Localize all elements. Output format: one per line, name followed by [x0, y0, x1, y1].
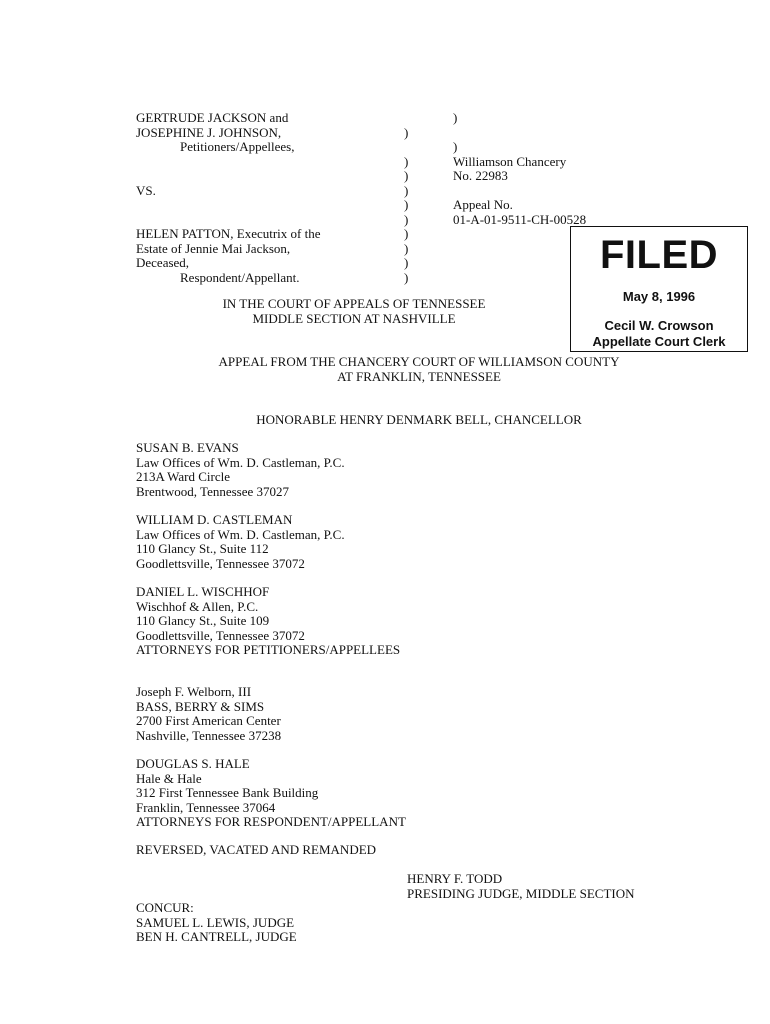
- clerk-name: Cecil W. Crowson: [604, 318, 714, 333]
- paren-mark: ): [404, 211, 409, 227]
- paren-mark: [404, 111, 414, 126]
- party-line: [136, 155, 321, 170]
- attorney-name: DANIEL L. WISCHHOF: [136, 584, 270, 599]
- presiding-judge-name: HENRY F. TODD: [407, 871, 503, 886]
- lower-court-number: No. 22983: [453, 168, 508, 183]
- paren-mark: ): [453, 110, 458, 125]
- party-line: GERTRUDE JACKSON and: [136, 110, 289, 125]
- concurring-judge: BEN H. CANTRELL, JUDGE: [136, 929, 297, 944]
- paren-mark: ): [404, 153, 409, 169]
- paren-mark: ): [404, 197, 409, 212]
- concur-block: [136, 901, 297, 945]
- paren-mark: ): [404, 124, 409, 140]
- attorney-firm: Law Offices of Wm. D. Castleman, P.C.: [136, 526, 345, 542]
- attorney-block: [136, 441, 345, 499]
- appeal-location: AT FRANKLIN, TENNESSEE: [337, 369, 501, 384]
- disposition: REVERSED, VACATED AND REMANDED: [136, 842, 377, 857]
- presiding-judge: [407, 872, 635, 901]
- attorney-block: [136, 585, 400, 658]
- party-line: JOSEPHINE J. JOHNSON,: [136, 124, 282, 140]
- party-line: [136, 213, 321, 228]
- paren-mark: ): [404, 226, 409, 241]
- paren-mark: ): [404, 255, 409, 270]
- case-line: [453, 184, 586, 199]
- appeal-label: Appeal No.: [453, 197, 513, 212]
- attorney-address: 312 First Tennessee Bank Building: [136, 785, 319, 800]
- filed-word: FILED: [599, 233, 719, 277]
- attorney-firm: Hale & Hale: [136, 770, 202, 786]
- party-line: Deceased,: [136, 255, 190, 270]
- concurring-judge: SAMUEL L. LEWIS, JUDGE: [136, 914, 295, 930]
- attorney-block: [136, 757, 406, 830]
- attorney-city: Nashville, Tennessee 37238: [136, 727, 282, 743]
- attorney-block: [136, 513, 345, 571]
- attorney-city: Franklin, Tennessee 37064: [136, 799, 276, 815]
- versus-label: VS.: [136, 182, 156, 198]
- attorney-firm: BASS, BERRY & SIMS: [136, 698, 265, 714]
- case-line: [453, 126, 586, 141]
- attorney-address: 110 Glancy St., Suite 109: [136, 613, 270, 628]
- appeal-from: APPEAL FROM THE CHANCERY COURT OF WILLIAMSON COUNTY: [218, 354, 620, 369]
- paren-mark: ): [404, 182, 409, 198]
- attorney-city: Goodlettsville, Tennessee 37072: [136, 627, 305, 643]
- attorney-address: 213A Ward Circle: [136, 469, 231, 484]
- case-numbers: [453, 111, 586, 227]
- paren-mark: [404, 140, 414, 155]
- party-role: Respondent/Appellant.: [180, 269, 300, 285]
- clerk-title: Appellate Court Clerk: [592, 334, 726, 349]
- concur-label: CONCUR:: [136, 900, 194, 915]
- paren-mark: ): [453, 139, 458, 154]
- attorney-name: DOUGLAS S. HALE: [136, 756, 250, 771]
- party-line: Estate of Jennie Mai Jackson,: [136, 240, 291, 256]
- paren-mark: ): [404, 168, 409, 183]
- attorney-role: ATTORNEYS FOR RESPONDENT/APPELLANT: [136, 814, 406, 829]
- attorney-role: ATTORNEYS FOR PETITIONERS/APPELLEES: [136, 642, 401, 657]
- appeal-number: 01-A-01-9511-CH-00528: [453, 211, 587, 227]
- party-role: Petitioners/Appellees,: [180, 139, 295, 154]
- clerk-block: [571, 318, 747, 350]
- attorney-firm: Law Offices of Wm. D. Castleman, P.C.: [136, 454, 345, 470]
- attorney-city: Brentwood, Tennessee 37027: [136, 483, 290, 499]
- court-name: IN THE COURT OF APPEALS OF TENNESSEE: [222, 296, 486, 311]
- lower-court: Williamson Chancery: [453, 153, 567, 169]
- paren-mark: ): [404, 269, 409, 285]
- caption-parties: [136, 111, 321, 285]
- attorney-name: SUSAN B. EVANS: [136, 440, 239, 455]
- attorney-block: [136, 685, 281, 743]
- party-line: [136, 169, 321, 184]
- presiding-judge-title: PRESIDING JUDGE, MIDDLE SECTION: [407, 885, 635, 901]
- attorney-name: WILLIAM D. CASTLEMAN: [136, 512, 293, 527]
- filed-date: May 8, 1996: [622, 289, 696, 304]
- attorney-city: Goodlettsville, Tennessee 37072: [136, 555, 305, 571]
- attorney-firm: Wischhof & Allen, P.C.: [136, 598, 259, 614]
- party-line: HELEN PATTON, Executrix of the: [136, 226, 321, 241]
- caption-parentheses: [404, 111, 414, 285]
- attorney-address: 110 Glancy St., Suite 112: [136, 541, 269, 556]
- court-section: MIDDLE SECTION AT NASHVILLE: [252, 311, 456, 326]
- filed-stamp: [570, 226, 748, 352]
- chancellor-line: HONORABLE HENRY DENMARK BELL, CHANCELLOR: [256, 412, 582, 427]
- attorney-address: 2700 First American Center: [136, 713, 281, 728]
- paren-mark: ): [404, 240, 409, 256]
- party-line: [136, 198, 321, 213]
- attorney-name: Joseph F. Welborn, III: [136, 684, 252, 699]
